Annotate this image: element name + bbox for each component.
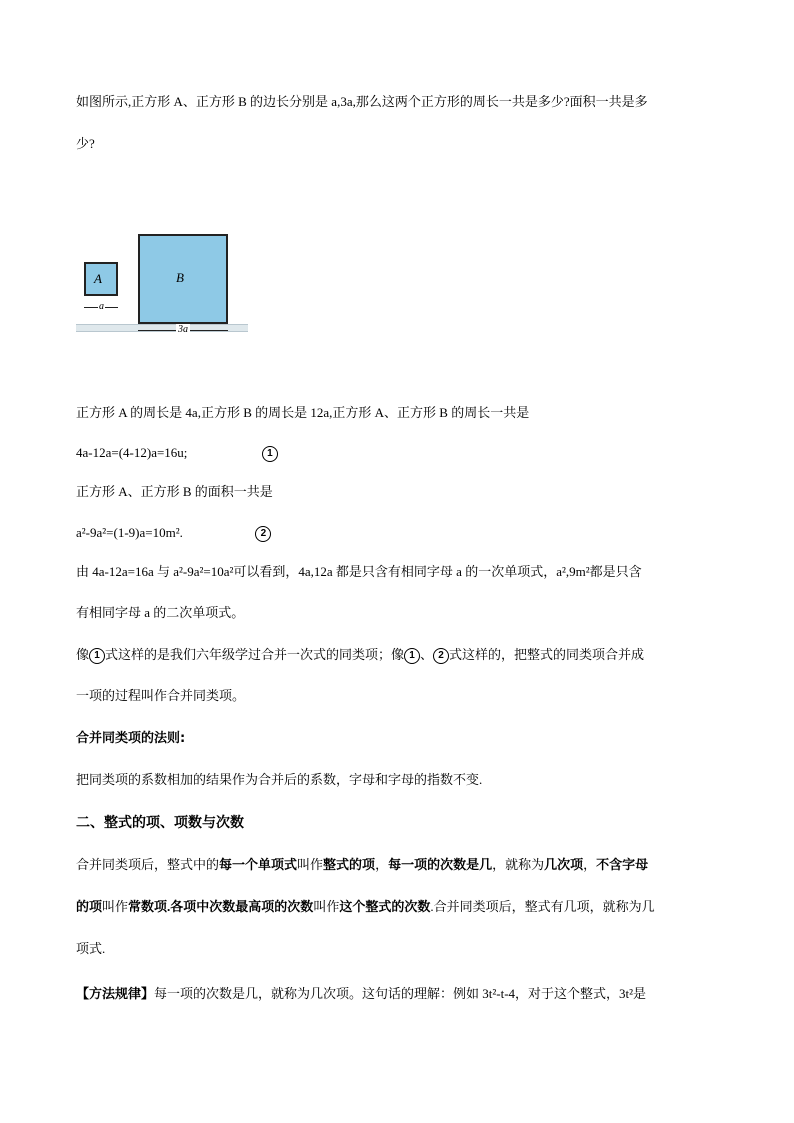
square-a-dim-label: a: [99, 301, 104, 312]
s2-bold-term: 不含字母: [596, 857, 649, 872]
s2-text: 合并同类项后，整式中的: [76, 857, 220, 872]
s2-text: ，: [375, 857, 389, 872]
s2-text: ，就称为: [492, 857, 545, 872]
rule-title: 合并同类项的法则:: [76, 731, 186, 746]
square-b-dim-label: 3a: [178, 324, 188, 335]
s2-bold-term: 的项: [76, 899, 103, 914]
section-2-heading: 二、整式的项、项数与次数: [76, 815, 244, 831]
s2-text: 叫作: [102, 899, 129, 914]
observation-line-2: 有相同字母 a 的二次单项式。: [76, 605, 245, 620]
intro-line-2: 少?: [76, 136, 95, 151]
marker-1: 1: [262, 446, 278, 462]
area-text: 正方形 A、正方形 B 的面积一共是: [76, 484, 273, 499]
marker-1-inline-b: 1: [404, 648, 420, 664]
s2-bold-term: 常数项: [128, 899, 168, 914]
rule-text: 把同类项的系数相加的结果作为合并后的系数，字母和字母的指数不变.: [76, 772, 483, 787]
marker-2-inline: 2: [433, 648, 449, 664]
s2-bold-term: 几次项: [544, 857, 584, 872]
like-terms-text-d: 式这样的，把整式的同类项合并成: [449, 647, 645, 662]
method-text: 每一项的次数是几，就称为几次项。这句话的理解：例如 3t²-t-4，对于这个整式，3t²是: [154, 986, 647, 1001]
like-terms-text-b: 式这样的是我们六年级学过合并一次式的同类项；像: [105, 647, 405, 662]
square-b-label: B: [176, 270, 184, 285]
s2-bold-term: 每一项的次数是几: [388, 857, 493, 872]
marker-1-inline: 1: [89, 648, 105, 664]
method-line: [76, 985, 646, 1003]
area-formula-row: [76, 524, 271, 542]
s2-text: ，: [583, 857, 597, 872]
squares-figure: [76, 218, 248, 340]
marker-2: 2: [255, 526, 271, 542]
square-a-label: A: [94, 271, 102, 286]
s2-bold-term: 这个整式的次数: [339, 899, 431, 914]
intro-line-1: 如图所示,正方形 A、正方形 B 的边长分别是 a,3a,那么这两个正方形的周长一共是多少?面积一共是多: [76, 94, 648, 109]
like-terms-line-1: [76, 646, 644, 664]
like-terms-line-2: 一项的过程叫作合并同类项。: [76, 688, 246, 703]
s2-text: 叫作: [297, 857, 324, 872]
section-2-line-2: [76, 898, 655, 916]
method-tag: 【方法规律】: [76, 986, 155, 1001]
section-2-line-3: 项式.: [76, 941, 106, 956]
s2-bold-term: 每一个单项式: [219, 857, 298, 872]
s2-text: .合并同类项后，整式有几项，就称为几: [430, 899, 655, 914]
like-terms-text-a: 像: [76, 647, 90, 662]
observation-line-1: 由 4a-12a=16a 与 a²-9a²=10a²可以看到，4a,12a 都是只含有相同字母 a 的一次单项式，a²,9m²都是只含: [76, 564, 642, 579]
s2-bold-term: .各项中次数最高项的次数: [167, 899, 314, 914]
like-terms-text-c: 、: [420, 647, 434, 662]
area-formula: a²-9a²=(1-9)a=10m².: [76, 525, 183, 540]
s2-text: 叫作: [313, 899, 340, 914]
perimeter-formula-row: [76, 444, 278, 462]
perimeter-text: 正方形 A 的周长是 4a,正方形 B 的周长是 12a,正方形 A、正方形 B 的周长一共是: [76, 405, 530, 420]
section-2-line-1: [76, 856, 648, 874]
s2-bold-term: 整式的项: [323, 857, 376, 872]
perimeter-formula: 4a-12a=(4-12)a=16u;: [76, 445, 188, 460]
